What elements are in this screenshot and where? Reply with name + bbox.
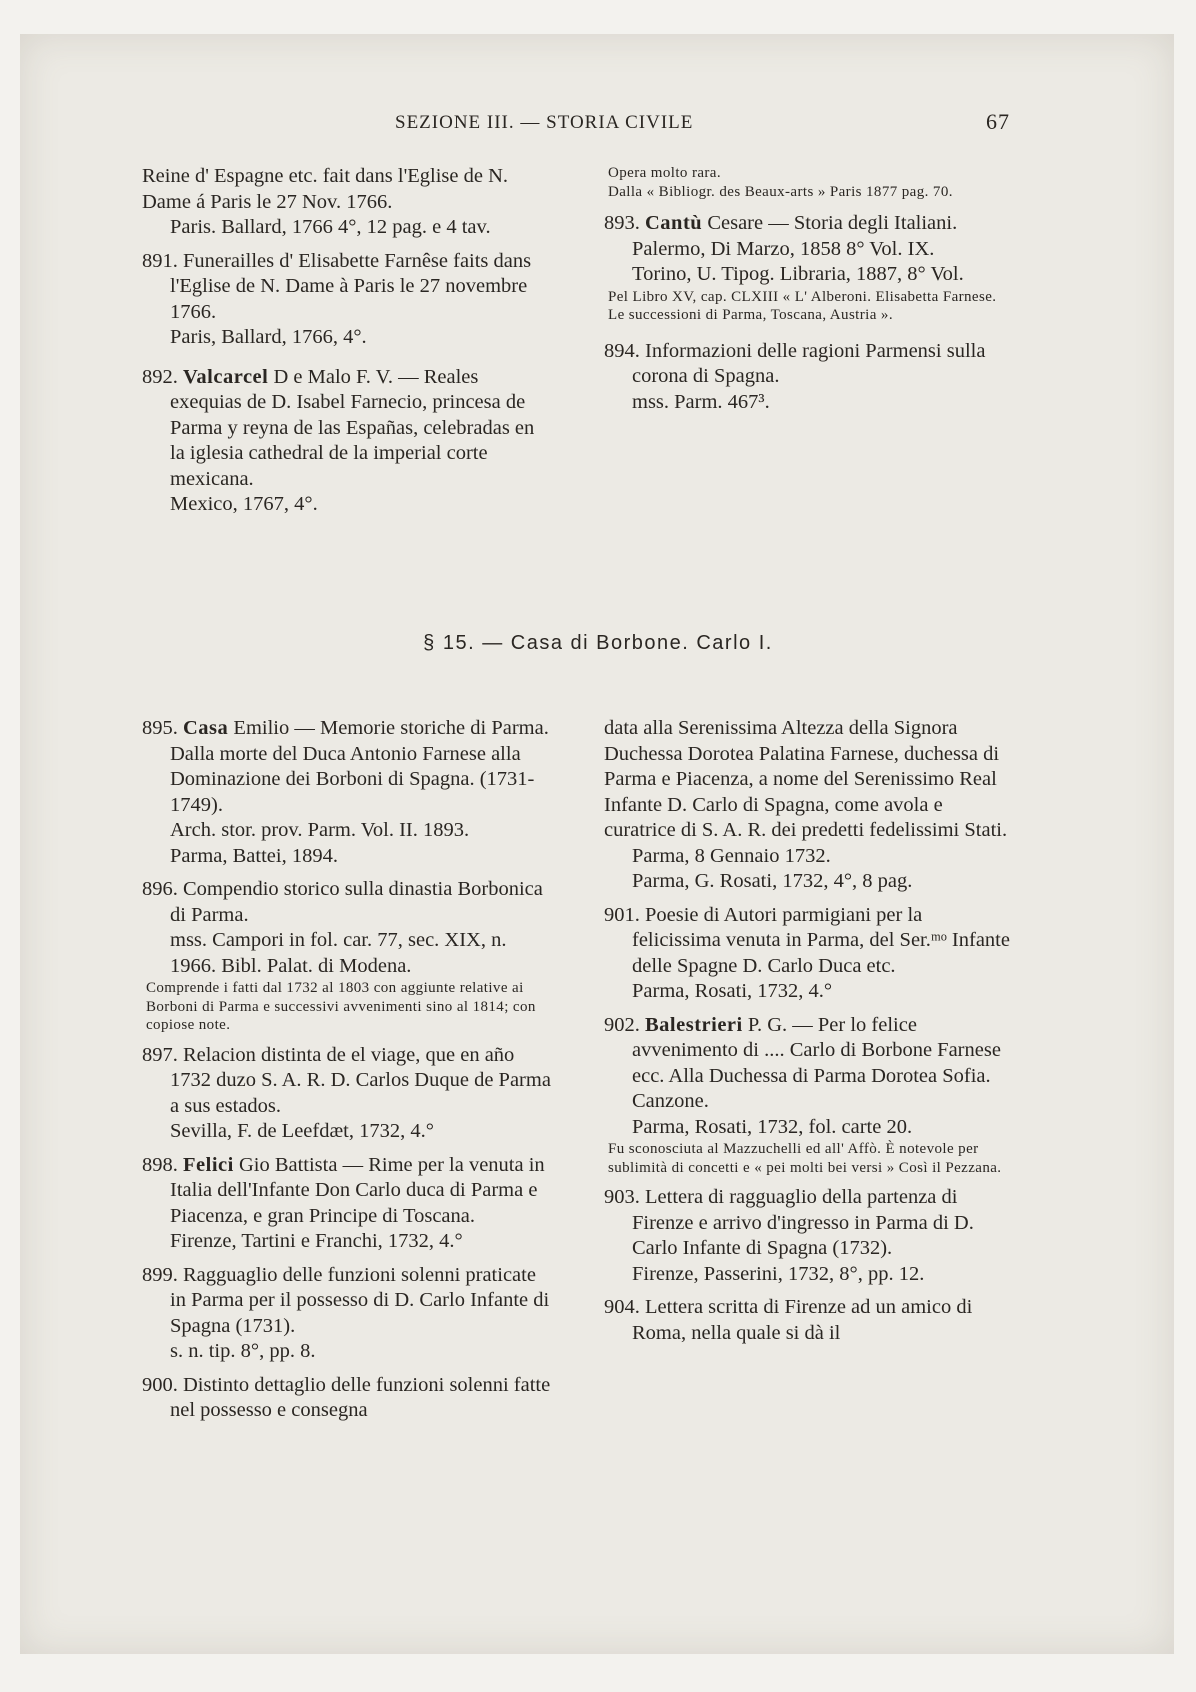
entry-text (604, 211, 1014, 237)
entry-890-continuation (142, 164, 552, 241)
section-heading: § 15. — Casa di Borbone. Carlo I. (423, 632, 773, 654)
entry-892-note (604, 164, 1014, 201)
entry-imprint: Paris, Ballard, 1766, 4°. (170, 326, 367, 348)
entry-text: 894. Informazioni delle ragioni Parmensi sulla corona di Spagna. (604, 339, 986, 387)
entry-text: 897. Relacion distinta de el viage, que en año 1732 duzo S. A. R. D. Carlos Duque de Parma a sus estados. (142, 1043, 551, 1117)
entry-903 (604, 1185, 1014, 1287)
bottom-left-column (142, 716, 552, 1432)
entry-imprint: mss. Campori in fol. car. 77, sec. XIX, n. 1966. Bibl. Palat. di Modena. (170, 929, 507, 977)
entry-text: Reine d' Espagne etc. fait dans l'Eglise de N. Dame á Paris le 27 Nov. 1766. (142, 165, 509, 213)
entry-imprint: Arch. stor. prov. Parm. Vol. II. 1893. (170, 819, 470, 841)
entry-text: data alla Serenissima Altezza della Signora Duchessa Dorotea Palatina Farnese, duchessa di Parma e Piacenza, a nome del Serenissimo Real Infante D. Carlo di Spagna, come avola e curatrice di S. A. R. dei predetti fedelissimi Stati. (604, 717, 1008, 841)
bottom-right-column (604, 716, 1014, 1354)
top-right-column (604, 164, 1014, 423)
entry-title: Cesare — Storia degli Italiani. (707, 212, 958, 234)
entry-imprint: s. n. tip. 8°, pp. 8. (170, 1340, 316, 1362)
entry-imprint: Parma, Rosati, 1732, fol. carte 20. (632, 1115, 913, 1138)
entry-imprint: Canzone. (632, 1090, 709, 1112)
top-left-column (142, 164, 552, 526)
entry-text: 899. Ragguaglio delle funzioni solenni praticate in Parma per il possesso di D. Carlo Infante di Spagna (1731). (142, 1263, 550, 1337)
entry-note: Comprende i fatti dal 1732 al 1803 con aggiunte relative ai Borboni di Parma e successivi avvenimenti sino al 1814; con copiose note. (146, 980, 536, 1033)
entry-text (142, 1153, 552, 1230)
entry-imprint: Firenze, Tartini e Franchi, 1732, 4.° (170, 1230, 463, 1252)
entry-text (604, 1013, 1014, 1090)
entry-imprint: Parma, G. Rosati, 1732, 4°, 8 pag. (632, 870, 913, 892)
entry-author: Felici (183, 1153, 234, 1176)
entry-number: 895. (142, 717, 178, 739)
entry-imprint: mss. Parm. 467³. (632, 390, 770, 413)
entry-text: 904. Lettera scritta di Firenze ad un amico di Roma, nella quale si dà il (604, 1296, 973, 1344)
entry-title: P. G. — Per lo felice avvenimento di .... Carlo di Borbone Farnese ecc. Alla Duchessa di Parma Dorotea Sofia. (632, 1013, 1001, 1087)
entry-number: 898. (142, 1153, 178, 1176)
entry-text (142, 365, 552, 493)
entry-title: Emilio — Memorie storiche di Parma. Dalla morte del Duca Antonio Farnese alla Dominazione dei Borboni di Spagna. (1731-1749). (170, 717, 549, 816)
entry-number: 892. (142, 365, 178, 388)
entry-894 (604, 339, 1014, 416)
entry-text: 891. Funerailles d' Elisabette Farnêse faits dans l'Eglise de N. Dame à Paris le 27 novembre 1766. (142, 249, 532, 323)
entry-number: 902. (604, 1013, 640, 1036)
entry-imprint: Parma, Rosati, 1732, 4.° (632, 980, 833, 1002)
entry-text: 901. Poesie di Autori parmigiani per la felicissima venuta in Parma, del Ser.ᵐᵒ Infante delle Spagne D. Carlo Duca etc. (604, 903, 1010, 977)
page-number: 67 (986, 109, 1010, 134)
entry-imprint: Torino, U. Tipog. Libraria, 1887, 8° Vol. (632, 263, 964, 285)
entry-900-continuation (604, 716, 1014, 895)
entry-904 (604, 1295, 1014, 1346)
entry-text: 896. Compendio storico sulla dinastia Borbonica di Parma. (142, 878, 543, 926)
note-line: Dalla « Bibliogr. des Beaux-arts » Paris 1877 pag. 70. (608, 183, 953, 200)
entry-imprint: Parma, Battei, 1894. (170, 844, 338, 867)
entry-author: Casa (183, 717, 229, 739)
entry-note: Fu sconosciuta al Mazzuchelli ed all' Affò. È notevole per sublimità di concetti e « pei molti bei versi » Così il Pezzana. (608, 1141, 1002, 1176)
entry-901 (604, 903, 1014, 1005)
entry-title: Gio Battista — Rime per la venuta in Italia dell'Infante Don Carlo duca di Parma e Piacenza, e gran Principe di Toscana. (170, 1153, 545, 1227)
entry-898 (142, 1153, 552, 1255)
entry-author: Cantù (645, 212, 703, 234)
entry-title: D e Malo F. V. — Reales exequias de D. Isabel Farnecio, princesa de Parma y reyna de las Españas, celebradas en la iglesia cathedral de la imperial corte mexicana. (170, 365, 535, 490)
entry-imprint: Firenze, Passerini, 1732, 8°, pp. 12. (632, 1262, 925, 1285)
header-title: SEZIONE III. — STORIA CIVILE (395, 112, 694, 133)
entry-author: Balestrieri (645, 1013, 743, 1036)
entry-imprint: Paris. Ballard, 1766 4°, 12 pag. e 4 tav. (170, 216, 491, 238)
entry-891 (142, 249, 552, 351)
entry-text (142, 716, 552, 818)
entry-text: 903. Lettera di ragguaglio della partenza di Firenze e arrivo d'ingresso in Parma di D. Carlo Infante di Spagna (1732). (604, 1186, 974, 1259)
entry-892 (142, 365, 552, 518)
entry-896 (142, 877, 552, 1035)
entry-note: Pel Libro XV, cap. CLXIII « L' Alberoni. Elisabetta Farnese. Le successioni di Parma, Toscana, Austria ». (608, 288, 997, 323)
entry-number: 893. (604, 212, 640, 234)
note-line: Opera molto rara. (608, 165, 722, 181)
entry-imprint: Parma, 8 Gennaio 1732. (632, 844, 831, 867)
entry-imprint: Mexico, 1767, 4°. (170, 493, 318, 515)
entry-895 (142, 716, 552, 869)
entry-imprint: Sevilla, F. de Leefdæt, 1732, 4.° (170, 1120, 434, 1142)
entry-imprint: Palermo, Di Marzo, 1858 8° Vol. IX. (632, 237, 935, 260)
entry-902 (604, 1013, 1014, 1178)
entry-author: Valcarcel (183, 365, 269, 388)
entry-893 (604, 211, 1014, 325)
entry-text: 900. Distinto dettaglio delle funzioni solenni fatte nel possesso e consegna (142, 1373, 551, 1421)
entry-900 (142, 1373, 552, 1424)
entry-897 (142, 1043, 552, 1145)
entry-899 (142, 1263, 552, 1365)
